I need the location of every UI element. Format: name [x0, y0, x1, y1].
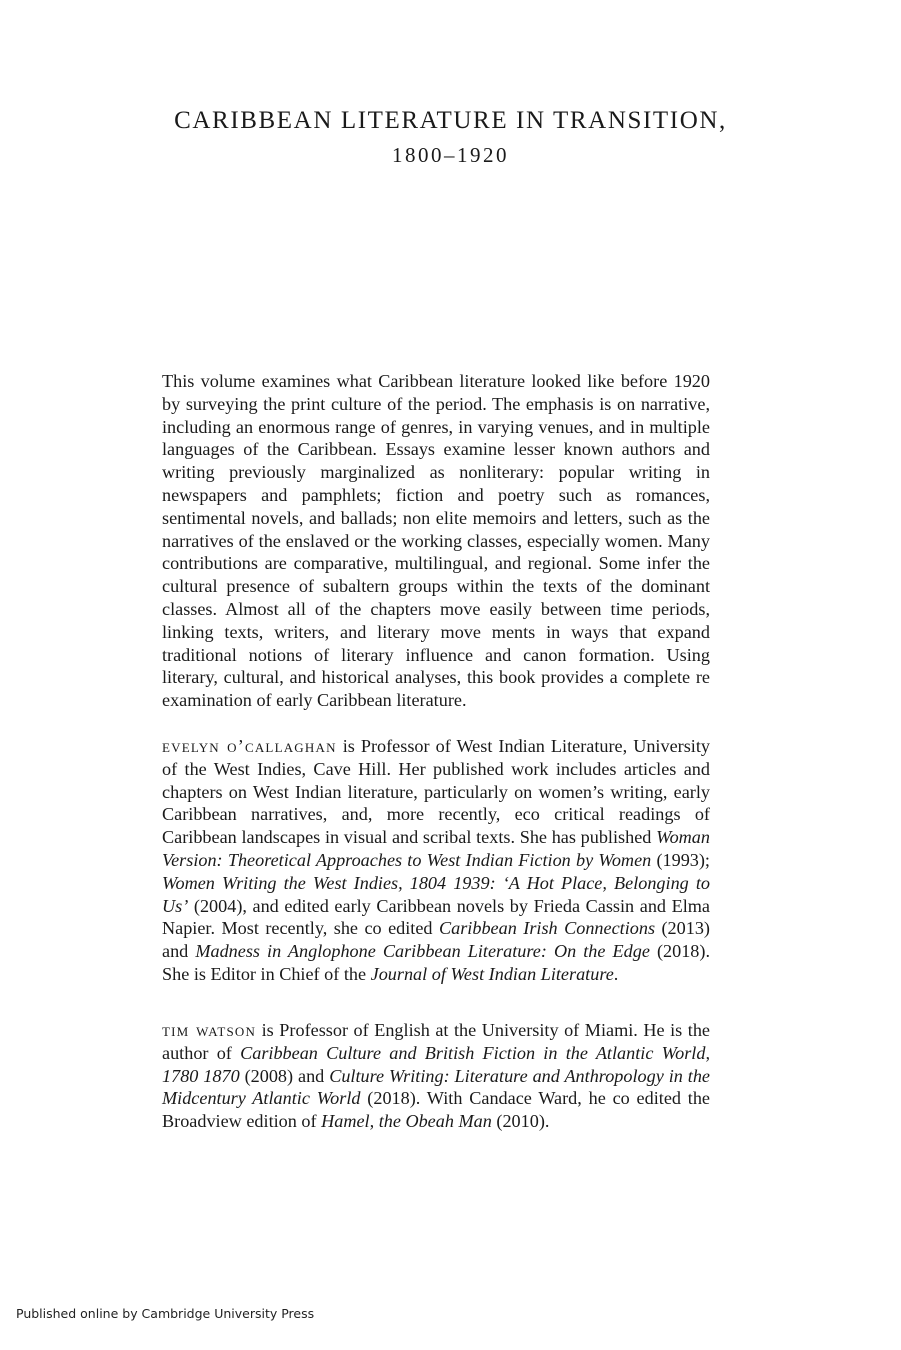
book-title	[120, 104, 781, 172]
editor-bio-watson	[162, 1019, 710, 1133]
publisher-footer: Published online by Cambridge University Press	[16, 1306, 315, 1321]
book-title-main: CARIBBEAN LITERATURE IN TRANSITION,	[174, 107, 727, 134]
work-title: Women Writing the West Indies, 1804 1939: ‘A Hot Place, Belonging to Us’	[162, 872, 710, 916]
bio-text: is Professor of English at the University of Miami. He is the author of	[162, 1020, 710, 1063]
bio-text: (2008) and	[239, 1065, 330, 1086]
work-title: Journal of West Indian Literature	[370, 963, 614, 984]
bio-text: (2013) and	[162, 918, 710, 962]
editor-name: tim watson	[162, 1020, 257, 1040]
work-title: Hamel, the Obeah Man	[321, 1111, 492, 1132]
bio-text: is Professor of West Indian Literature, University of the West Indies, Cave Hill. Her published work includes articles and chapters on West Indian literature, particularly on women’s writing, early Caribbean narratives, and, more recently, eco critical readings of Caribbean landscapes in visual and scribal texts. She has published	[162, 736, 710, 848]
bio-text: (2018). She is Editor in Chief of the	[162, 941, 710, 984]
bio-text: (2004), and edited early Caribbean novels by Frieda Cassin and Elma Napier. Most recently, she co edited	[162, 895, 710, 939]
work-title: Woman Version: Theoretical Approaches to West Indian Fiction by Women	[162, 827, 710, 870]
work-title: Caribbean Irish Connections	[439, 918, 656, 939]
work-title: Caribbean Culture and British Fiction in the Atlantic World, 1780 1870	[162, 1042, 710, 1086]
work-title: Culture Writing: Literature and Anthropology in the Midcentury Atlantic World	[162, 1065, 710, 1109]
editor-name: evelyn o’callaghan	[162, 736, 337, 756]
bio-text: (2018). With Candace Ward, he co edited the Broadview edition of	[162, 1088, 711, 1132]
bio-text: (1993);	[651, 849, 710, 870]
book-title-dates: 1800–1920	[392, 143, 509, 167]
bio-text: (2010).	[491, 1111, 550, 1132]
work-title: Madness in Anglophone Caribbean Literature: On the Edge	[195, 941, 650, 962]
editor-bio-ocallaghan	[162, 735, 710, 986]
bio-text: .	[613, 963, 619, 984]
book-blurb: This volume examines what Caribbean literature looked like before 1920 by surveying the print culture of the period. The emphasis is on narrative, including an enormous range of genres, in varying venues, and in multiple languages of the Caribbean. Essays examine lesser known authors and writing previously marginalized as nonliterary: popular writing in newspapers and pamphlets; fiction and poetry such as romances, sentimental novels, and ballads; non elite memoirs and letters, such as the narratives of the enslaved or the working classes, especially women. Many contributions are comparative, multilingual, and regional. Some infer the cultural presence of subaltern groups within the texts of the dominant classes. Almost all of the chapters move easily between time periods, linking texts, writers, and literary move ments in ways that expand traditional notions of literary influence and canon formation. Using literary, cultural, and historical analyses, this book provides a complete re examination of early Caribbean literature.	[162, 371, 710, 711]
